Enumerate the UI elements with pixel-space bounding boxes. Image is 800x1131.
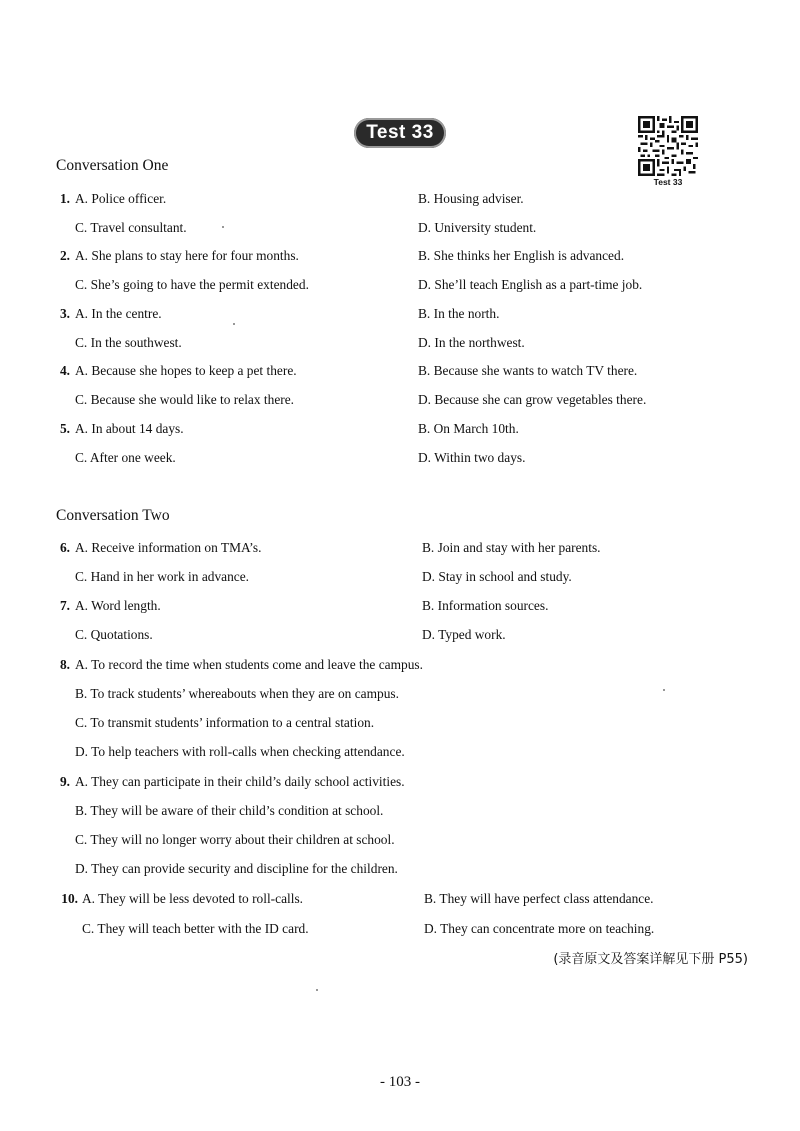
question-row: [0, 419, 800, 439]
option-b: B. She thinks her English is advanced.: [418, 248, 625, 263]
option-d: D. In the northwest.: [418, 335, 525, 350]
question-number: 4.: [59, 363, 70, 378]
option-c: C. They will teach better with the ID card.: [82, 921, 309, 936]
question-row: [0, 596, 800, 616]
conversation-one-title: Conversation One: [56, 157, 169, 174]
question-row: [0, 684, 800, 704]
option-b: B. Information sources.: [422, 598, 549, 613]
question-number: 9.: [59, 774, 70, 789]
option-c: C. Because she would like to relax there.: [75, 392, 295, 407]
option-d: D. Because she can grow vegetables there.: [418, 392, 647, 407]
question-row: [0, 625, 800, 645]
option-d: D. To help teachers with roll-calls when checking attendance.: [75, 744, 405, 759]
option-d: D. They can provide security and discipline for the children.: [75, 861, 398, 876]
question-row: [0, 859, 800, 879]
option-c: C. After one week.: [75, 450, 176, 465]
question-row: [0, 538, 800, 558]
question-row: [0, 390, 800, 410]
question-row: [0, 304, 800, 324]
question-number: 8.: [59, 657, 70, 672]
question-row: [0, 655, 800, 675]
question-number: 6.: [59, 540, 70, 555]
question-row: [0, 333, 800, 353]
option-b: B. They will be aware of their child’s condition at school.: [75, 803, 384, 818]
page-number: - 103 -: [380, 1074, 420, 1090]
question-row: [0, 189, 800, 209]
option-d: D. She’ll teach English as a part-time job.: [418, 277, 643, 292]
option-d: D. Within two days.: [418, 450, 526, 465]
option-d: D. They can concentrate more on teaching.: [424, 921, 655, 936]
option-a: A. To record the time when students come and leave the campus.: [75, 657, 423, 672]
option-a: A. In about 14 days.: [75, 421, 184, 436]
option-a: A. They can participate in their child’s daily school activities.: [75, 774, 405, 789]
scan-speck: [663, 689, 665, 691]
question-row: [0, 772, 800, 792]
question-row: [0, 801, 800, 821]
scan-speck: [316, 989, 318, 991]
option-d: D. University student.: [418, 220, 537, 235]
question-row: [0, 567, 800, 587]
option-c: C. To transmit students’ information to a central station.: [75, 715, 375, 730]
option-a: A. Word length.: [75, 598, 161, 613]
question-row: [0, 742, 800, 762]
qr-code-icon: [638, 116, 698, 176]
test-badge: Test 33: [354, 118, 446, 148]
option-c: C. In the southwest.: [75, 335, 182, 350]
option-b: B. They will have perfect class attendance.: [424, 891, 654, 906]
option-d: D. Typed work.: [422, 627, 506, 642]
question-row: [0, 713, 800, 733]
scan-speck: [222, 226, 224, 228]
question-row: [0, 218, 800, 238]
option-a: A. Police officer.: [75, 191, 167, 206]
option-b: B. On March 10th.: [418, 421, 519, 436]
question-row: [0, 889, 800, 909]
conversation-two-title: Conversation Two: [56, 507, 170, 524]
option-a: A. Receive information on TMA’s.: [75, 540, 262, 555]
option-c: C. Hand in her work in advance.: [75, 569, 250, 584]
question-row: [0, 448, 800, 468]
option-a: A. In the centre.: [75, 306, 162, 321]
option-b: B. In the north.: [418, 306, 500, 321]
option-b: B. Housing adviser.: [418, 191, 524, 206]
option-a: A. Because she hopes to keep a pet there.: [75, 363, 297, 378]
option-a: A. She plans to stay here for four months.: [75, 248, 299, 263]
question-number: 1.: [59, 191, 70, 206]
option-c: C. She’s going to have the permit extended.: [75, 277, 309, 292]
question-row: [0, 246, 800, 266]
question-row: [0, 830, 800, 850]
question-number: 7.: [59, 598, 70, 613]
question-row: [0, 361, 800, 381]
option-d: D. Stay in school and study.: [422, 569, 572, 584]
option-c: C. Travel consultant.: [75, 220, 187, 235]
question-number: 3.: [59, 306, 70, 321]
answer-reference-note: (录音原文及答案详解见下册 P55): [553, 952, 748, 967]
option-b: B. To track students’ whereabouts when they are on campus.: [75, 686, 399, 701]
question-row: [0, 275, 800, 295]
question-row: [0, 919, 800, 939]
option-b: B. Because she wants to watch TV there.: [418, 363, 638, 378]
qr-caption: Test 33: [653, 177, 683, 187]
scan-speck: [233, 323, 235, 325]
option-b: B. Join and stay with her parents.: [422, 540, 601, 555]
question-number: 10.: [61, 891, 78, 906]
option-c: C. They will no longer worry about their children at school.: [75, 832, 395, 847]
option-c: C. Quotations.: [75, 627, 153, 642]
question-number: 2.: [59, 248, 70, 263]
option-a: A. They will be less devoted to roll-calls.: [82, 891, 304, 906]
question-number: 5.: [59, 421, 70, 436]
